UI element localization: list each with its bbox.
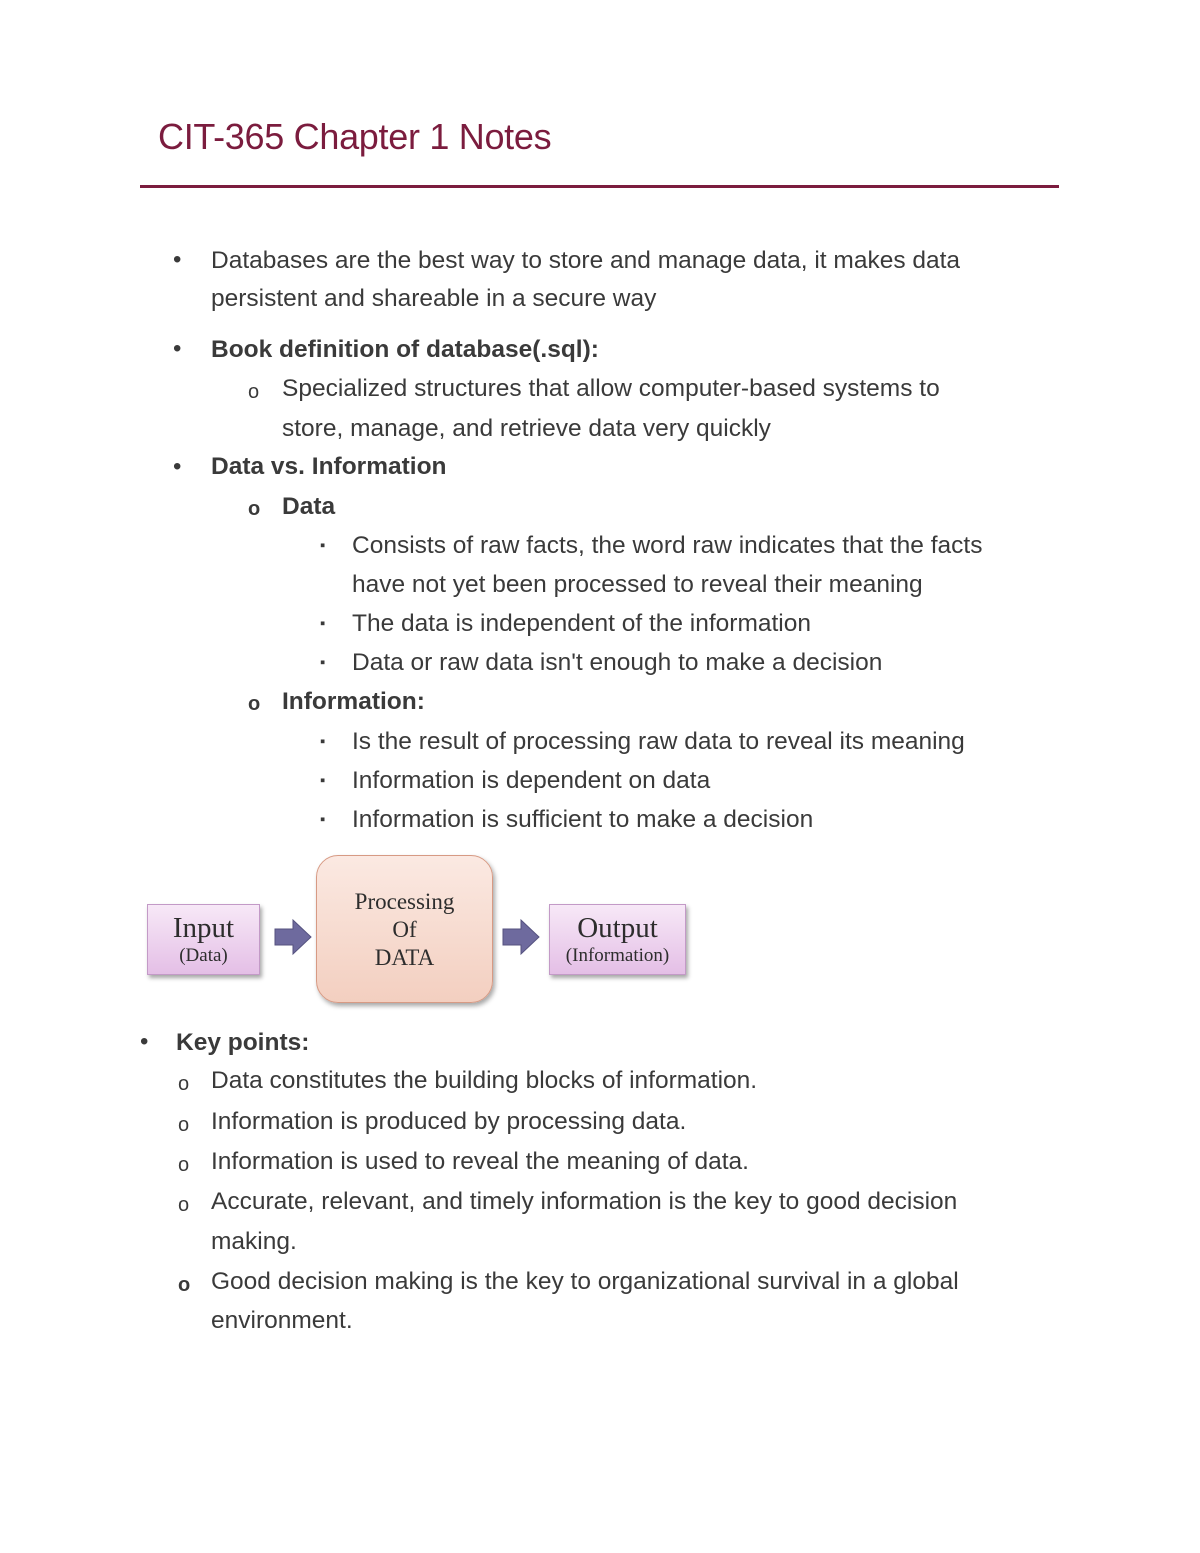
paragraph-line: Information is used to reveal the meaning of data. xyxy=(211,1148,749,1175)
square-marker: ▪ xyxy=(320,811,326,828)
processing-label-line1: Processing xyxy=(354,889,455,914)
paragraph-line: persistent and shareable in a secure way xyxy=(211,285,657,312)
paragraph-line: Consists of raw facts, the word raw indicates that the facts xyxy=(352,532,983,559)
circle-marker: o xyxy=(248,381,260,403)
right-arrow-icon xyxy=(501,918,541,956)
paragraph-line: store, manage, and retrieve data very quickly xyxy=(282,415,771,442)
paragraph-line: Information is sufficient to make a decision xyxy=(352,806,814,833)
right-arrow-icon xyxy=(273,918,313,956)
paragraph-line: have not yet been processed to reveal their meaning xyxy=(352,571,923,598)
paragraph-line: Data constitutes the building blocks of information. xyxy=(211,1067,758,1094)
paragraph-line: environment. xyxy=(211,1307,353,1334)
output-label: Output xyxy=(577,912,658,944)
section-heading: Key points: xyxy=(176,1029,310,1056)
paragraph-line: Good decision making is the key to organizational survival in a global xyxy=(211,1268,959,1295)
page-title: CIT-365 Chapter 1 Notes xyxy=(158,116,552,157)
output-sublabel: (Information) xyxy=(565,945,670,966)
bullet-marker: • xyxy=(173,246,182,273)
processing-label-line3: DATA xyxy=(374,945,435,970)
paragraph-line: Accurate, relevant, and timely information is the key to good decision xyxy=(211,1188,958,1215)
subsection-heading: Information: xyxy=(282,688,425,715)
square-marker: ▪ xyxy=(320,654,326,671)
input-label: Input xyxy=(172,912,235,944)
paragraph-line: Information is produced by processing data. xyxy=(211,1108,687,1135)
circle-marker: o xyxy=(248,693,261,715)
paragraph-line: Data or raw data isn't enough to make a decision xyxy=(352,649,883,676)
processing-box xyxy=(316,855,493,1003)
paragraph-line: Specialized structures that allow computer-based systems to xyxy=(282,375,940,402)
subsection-heading: Data xyxy=(282,493,336,520)
circle-marker: o xyxy=(178,1194,190,1216)
square-marker: ▪ xyxy=(320,615,326,632)
square-marker: ▪ xyxy=(320,537,326,554)
square-marker: ▪ xyxy=(320,733,326,750)
circle-marker: o xyxy=(178,1274,191,1296)
section-heading: Data vs. Information xyxy=(211,453,447,480)
title-divider xyxy=(140,185,1059,188)
circle-marker: o xyxy=(178,1073,190,1095)
input-sublabel: (Data) xyxy=(179,945,228,966)
paragraph-line: The data is independent of the information xyxy=(352,610,812,637)
bullet-marker: • xyxy=(140,1028,149,1055)
section-heading: Book definition of database(.sql): xyxy=(211,336,599,363)
paragraph-line: making. xyxy=(211,1228,297,1255)
paragraph-line: Is the result of processing raw data to reveal its meaning xyxy=(352,728,965,755)
input-box xyxy=(147,904,260,975)
output-box xyxy=(549,904,686,975)
paragraph-line: Information is dependent on data xyxy=(352,767,711,794)
paragraph-line: Databases are the best way to store and manage data, it makes data xyxy=(211,247,961,274)
circle-marker: o xyxy=(248,498,261,520)
circle-marker: o xyxy=(178,1154,190,1176)
circle-marker: o xyxy=(178,1114,190,1136)
bullet-marker: • xyxy=(173,335,182,362)
processing-label-line2: Of xyxy=(392,917,417,942)
bullet-marker: • xyxy=(173,453,182,480)
square-marker: ▪ xyxy=(320,772,326,789)
